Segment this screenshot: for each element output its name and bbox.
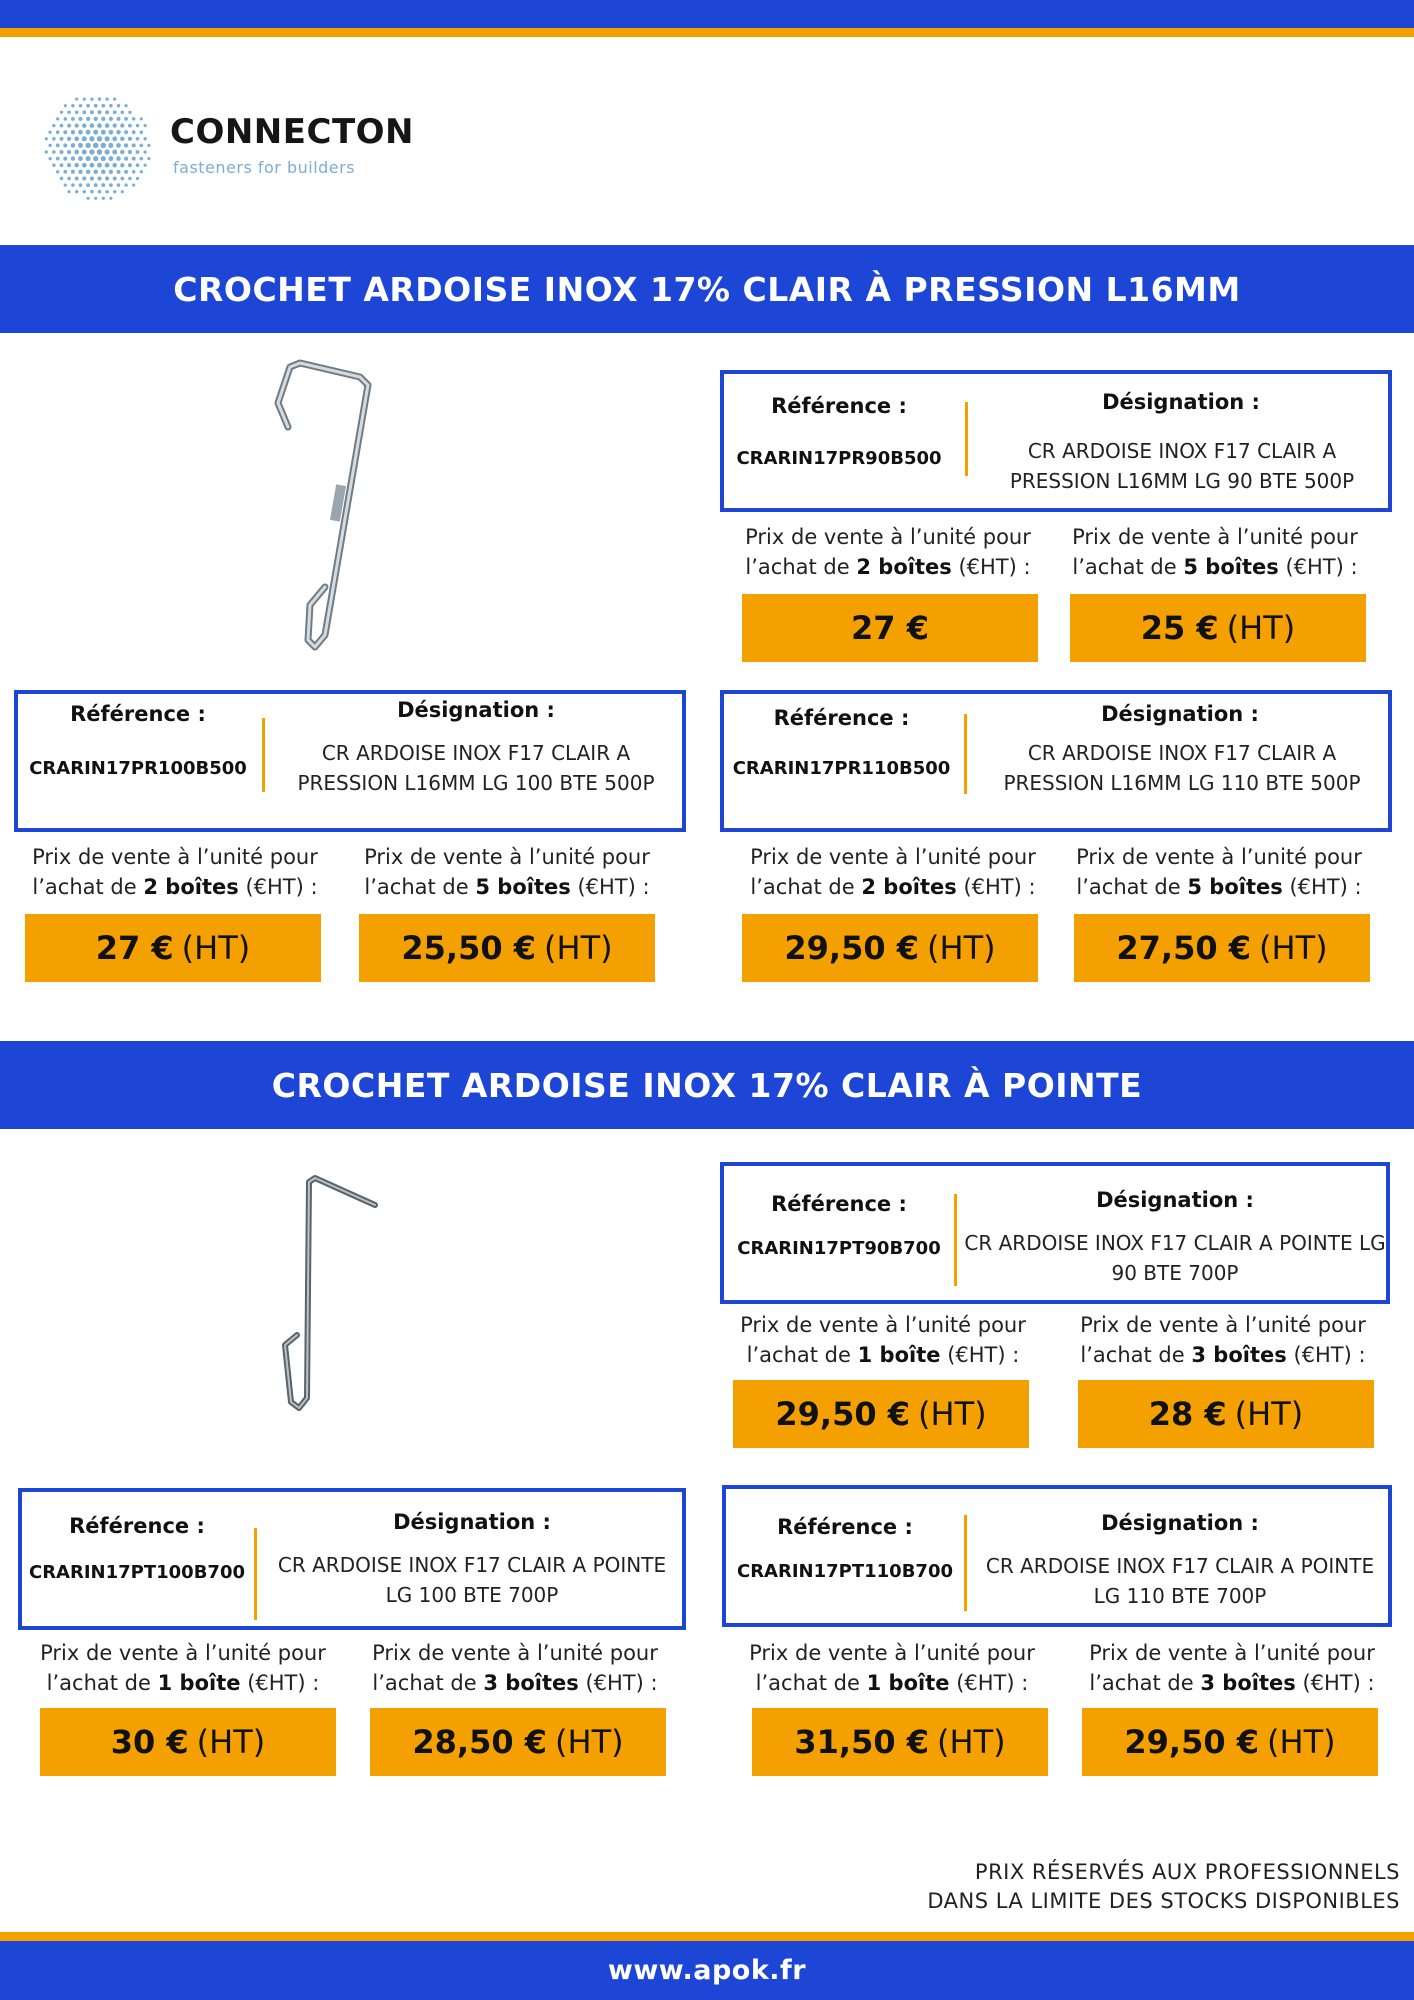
reference-label: Référence : bbox=[69, 1514, 205, 1538]
designation-text: CR ARDOISE INOX F17 CLAIR A PRESSION L16MM LG 100 BTE 500P bbox=[297, 741, 655, 795]
price-caption: Prix de vente à l’unité pour l’achat de 2 boîtes (€HT) : bbox=[32, 845, 318, 899]
price-caption: Prix de vente à l’unité pour l’achat de 2 boîtes (€HT) : bbox=[750, 845, 1036, 899]
pointed-slate-hook-icon bbox=[275, 1170, 385, 1415]
price-caption: Prix de vente à l’unité pour l’achat de 5 boîtes (€HT) : bbox=[1072, 525, 1358, 579]
reference-label: Référence : bbox=[771, 394, 907, 418]
price-box: 29,50 € (HT) bbox=[742, 914, 1038, 982]
price-caption: Prix de vente à l’unité pour l’achat de 3 boîtes (€HT) : bbox=[1080, 1313, 1366, 1367]
price-caption: Prix de vente à l’unité pour l’achat de 1 boîte (€HT) : bbox=[740, 1313, 1026, 1367]
designation-text: CR ARDOISE INOX F17 CLAIR A POINTE LG 100 BTE 700P bbox=[277, 1553, 667, 1607]
designation-text: CR ARDOISE INOX F17 CLAIR A PRESSION L16MM LG 90 BTE 500P bbox=[1009, 439, 1355, 493]
top-orange-stripe bbox=[0, 28, 1414, 37]
price-box: 25,50 € (HT) bbox=[359, 914, 655, 982]
bottom-orange-stripe bbox=[0, 1932, 1414, 1941]
price-box: 27 € bbox=[742, 594, 1038, 662]
price-box: 29,50 € (HT) bbox=[1082, 1708, 1378, 1776]
price-box: 27 € (HT) bbox=[25, 914, 321, 982]
designation-text: CR ARDOISE INOX F17 CLAIR A POINTE LG 110 BTE 700P bbox=[985, 1554, 1375, 1608]
reference-code: CRARIN17PR110B500 bbox=[732, 758, 951, 779]
price-box: 25 € (HT) bbox=[1070, 594, 1366, 662]
disclaimer bbox=[927, 1858, 1400, 1916]
divider bbox=[964, 1515, 967, 1611]
designation-text: CR ARDOISE INOX F17 CLAIR A PRESSION L16MM LG 110 BTE 500P bbox=[1003, 741, 1361, 795]
top-blue-bar bbox=[0, 0, 1414, 28]
reference-code: CRARIN17PT90B700 bbox=[737, 1238, 941, 1259]
price-caption: Prix de vente à l’unité pour l’achat de 3 boîtes (€HT) : bbox=[372, 1641, 658, 1695]
product-box-pt100 bbox=[18, 1488, 686, 1630]
price-box: 27,50 € (HT) bbox=[1074, 914, 1370, 982]
footer-bar bbox=[0, 1941, 1414, 2000]
divider bbox=[965, 402, 968, 476]
section-title-pression: CROCHET ARDOISE INOX 17% CLAIR À PRESSION L16MM bbox=[0, 245, 1414, 333]
designation-label: Désignation : bbox=[397, 698, 555, 722]
reference-label: Référence : bbox=[70, 702, 206, 726]
price-caption: Prix de vente à l’unité pour l’achat de 5 boîtes (€HT) : bbox=[364, 845, 650, 899]
reference-code: CRARIN17PT100B700 bbox=[28, 1562, 245, 1583]
product-box-pt110 bbox=[722, 1485, 1392, 1627]
price-caption: Prix de vente à l’unité pour l’achat de 3 boîtes (€HT) : bbox=[1089, 1641, 1375, 1695]
price-caption: Prix de vente à l’unité pour l’achat de 1 boîte (€HT) : bbox=[40, 1641, 326, 1695]
price-box: 30 € (HT) bbox=[40, 1708, 336, 1776]
disclaimer-line-2: DANS LA LIMITE DES STOCKS DISPONIBLES bbox=[927, 1889, 1400, 1913]
designation-label: Désignation : bbox=[1101, 702, 1259, 726]
product-box-pr90 bbox=[720, 370, 1392, 512]
brand-logo bbox=[40, 90, 440, 205]
website-link[interactable]: www.apok.fr bbox=[607, 1955, 807, 1986]
reference-code: CRARIN17PR90B500 bbox=[736, 448, 942, 469]
product-box-pt90 bbox=[720, 1162, 1390, 1304]
brand-name: CONNECTON bbox=[170, 112, 414, 152]
designation-label: Désignation : bbox=[393, 1510, 551, 1534]
divider bbox=[254, 1528, 257, 1620]
price-caption: Prix de vente à l’unité pour l’achat de 2 boîtes (€HT) : bbox=[745, 525, 1031, 579]
price-caption: Prix de vente à l’unité pour l’achat de 5 boîtes (€HT) : bbox=[1076, 845, 1362, 899]
price-box: 29,50 € (HT) bbox=[733, 1380, 1029, 1448]
price-box: 28,50 € (HT) bbox=[370, 1708, 666, 1776]
reference-code: CRARIN17PT110B700 bbox=[736, 1561, 953, 1582]
price-caption: Prix de vente à l’unité pour l’achat de 1 boîte (€HT) : bbox=[749, 1641, 1035, 1695]
divider bbox=[964, 714, 967, 794]
reference-label: Référence : bbox=[773, 706, 910, 730]
reference-label: Référence : bbox=[777, 1515, 913, 1539]
divider bbox=[954, 1194, 957, 1286]
product-box-pr100 bbox=[14, 690, 686, 832]
disclaimer-line-1: PRIX RÉSERVÉS AUX PROFESSIONNELS bbox=[974, 1860, 1400, 1884]
designation-text: CR ARDOISE INOX F17 CLAIR A POINTE LG 90 BTE 700P bbox=[964, 1231, 1386, 1285]
designation-label: Désignation : bbox=[1102, 390, 1260, 414]
dotted-globe-icon bbox=[40, 90, 155, 205]
price-box: 31,50 € (HT) bbox=[752, 1708, 1048, 1776]
section-title-pointe: CROCHET ARDOISE INOX 17% CLAIR À POINTE bbox=[0, 1041, 1414, 1129]
divider bbox=[262, 718, 265, 792]
price-box: 28 € (HT) bbox=[1078, 1380, 1374, 1448]
designation-label: Désignation : bbox=[1101, 1511, 1259, 1535]
brand-tagline: fasteners for builders bbox=[173, 158, 356, 177]
reference-label: Référence : bbox=[771, 1192, 907, 1216]
product-box-pr110 bbox=[720, 690, 1392, 832]
reference-code: CRARIN17PR100B500 bbox=[29, 758, 247, 779]
designation-label: Désignation : bbox=[1096, 1188, 1254, 1212]
pressure-slate-hook-icon bbox=[270, 355, 380, 655]
